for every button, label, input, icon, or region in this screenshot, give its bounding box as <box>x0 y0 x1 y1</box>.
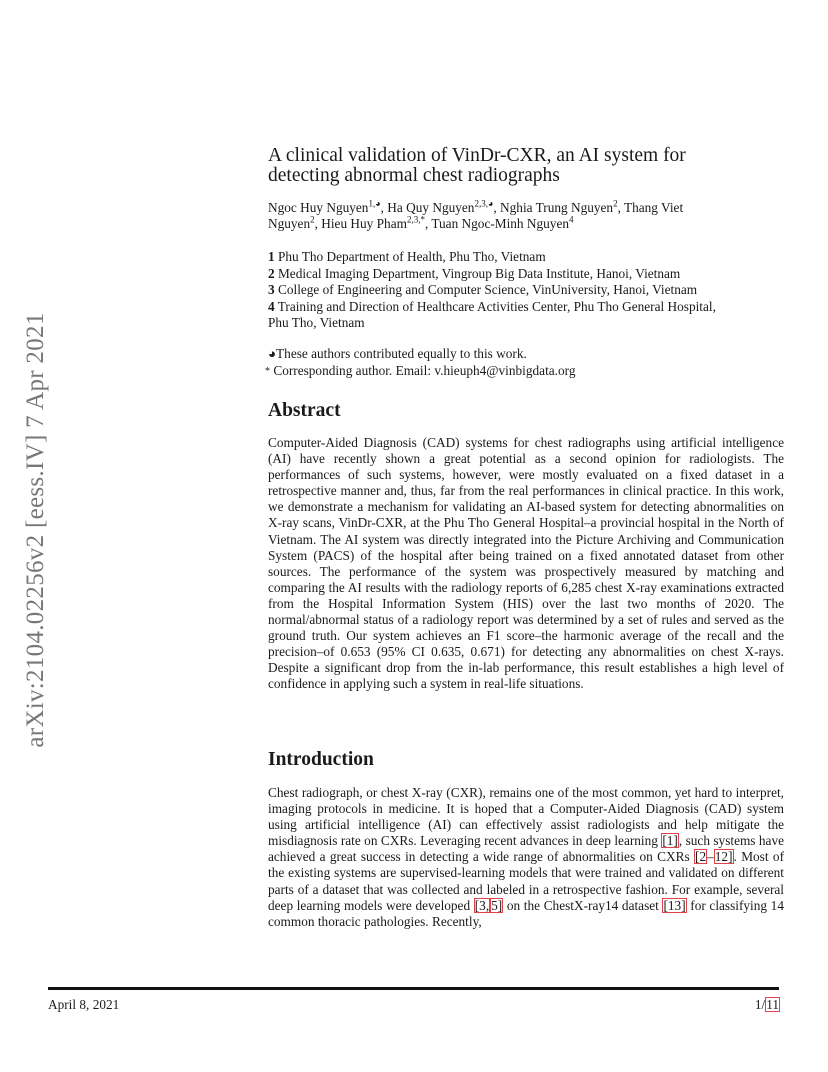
title-line-1: A clinical validation of VinDr-CXR, an AI system for <box>268 145 686 166</box>
footer-date: April 8, 2021 <box>48 997 120 1012</box>
affiliation-4-continued: Phu Tho, Vietnam <box>268 315 365 330</box>
affiliation-1: 1 Phu Tho Department of Health, Phu Tho, Vietnam <box>268 249 546 264</box>
paper-title <box>268 146 784 186</box>
citation-link[interactable]: 5] <box>491 897 503 913</box>
affiliation-3: 3 College of Engineering and Computer Science, VinUniversity, Hanoi, Vietnam <box>268 282 698 297</box>
citation-link[interactable]: 12] <box>714 849 733 865</box>
equal-contribution-note: ◕These authors contributed equally to this work. <box>268 346 527 361</box>
abstract-heading: Abstract <box>268 400 341 421</box>
corresponding-author-note: * Corresponding author. Email: v.hieuph4@vinbigdata.org <box>265 362 576 378</box>
citation-link[interactable]: [2 <box>695 849 707 865</box>
introduction-text: Chest radiograph, or chest X-ray (CXR), remains one of the most common, yet hard to interpret, imaging protocols in medicine. It is hoped that a Computer-Aided Diagnosis (CAD) system using artificial intelligence (AI) can effectively assist radiologists and help mitigate the misdiagnosis rate on CXRs. Leveraging recent advances in deep learning [1], such systems have achieved a great success in detecting a wide range of abnormalities on CXRs [2–12]. Most of the existing systems are supervised-learning models that were trained and validated on different parts of a dataset that was collected and labeled in a retrospective fashion. For example, several deep learning models were developed [3, 5] on the ChestX-ray14 dataset [13] for classifying 14 common thoracic pathologies. Recently, <box>268 785 784 929</box>
title-line-2: detecting abnormal chest radiographs <box>268 165 560 186</box>
citation-link[interactable]: [13] <box>663 897 686 913</box>
page-number: 1/11 <box>754 997 779 1012</box>
affiliation-2: 2 Medical Imaging Department, Vingroup Big Data Institute, Hanoi, Vietnam <box>268 265 681 281</box>
introduction-heading: Introduction <box>268 749 374 770</box>
arxiv-identifier: arXiv:2104.02256v2 [eess.IV] 7 Apr 2021 <box>22 312 49 748</box>
total-pages-link[interactable]: 11 <box>766 997 779 1012</box>
author-notes <box>265 346 784 381</box>
citation-link[interactable]: [1] <box>662 833 678 849</box>
author-list: Ngoc Huy Nguyen$^{1,◕}$, Ha Quy Nguyen$^{2,3,◕}$, Nghia Trung Nguyen$^2$, Thang Viet Nguyen$^2$, Hieu Huy Pham$^{2,3,*}$, Tuan Ngoc-Minh Nguyen$^4$ <box>268 198 684 231</box>
affiliations <box>268 249 784 332</box>
footer-rule <box>48 987 779 990</box>
affiliation-4: 4 Training and Direction of Healthcare Activities Center, Phu Tho General Hospital, <box>268 298 716 314</box>
abstract-text: Computer-Aided Diagnosis (CAD) systems for chest radiographs using artificial intelligence (AI) have recently shown a great potential as a second opinion for radiologists. The performances of such systems, however, were mostly evaluated on a fixed dataset in a retrospective manner and, thus, far from the real performances in clinical practice. In this work, we demonstrate a mechanism for validating an AI-based system for detecting abnormalities on X-ray scans, VinDr-CXR, at the Phu Tho General Hospital–a provincial hospital in the North of Vietnam. The AI system was directly integrated into the Picture Archiving and Communication System (PACS) of the hospital after being trained on a fixed annotated dataset from other sources. The performance of the system was prospectively measured by matching and comparing the AI results with the radiology reports of 6,285 chest X-ray examinations extracted from the Hospital Information System (HIS) over the last two months of 2020. The normal/abnormal status of a radiology report was determined by a set of rules and served as the ground truth. Our system achieves an F1 score–the harmonic average of the recall and the precision–of 0.653 (95% CI 0.635, 0.671) for detecting any abnormalities on chest X-rays. Despite a significant drop from the in-lab performance, this result establishes a high level of confidence in applying such a system in real-life situations. <box>268 435 784 692</box>
citation-link[interactable]: [3, <box>474 897 490 913</box>
